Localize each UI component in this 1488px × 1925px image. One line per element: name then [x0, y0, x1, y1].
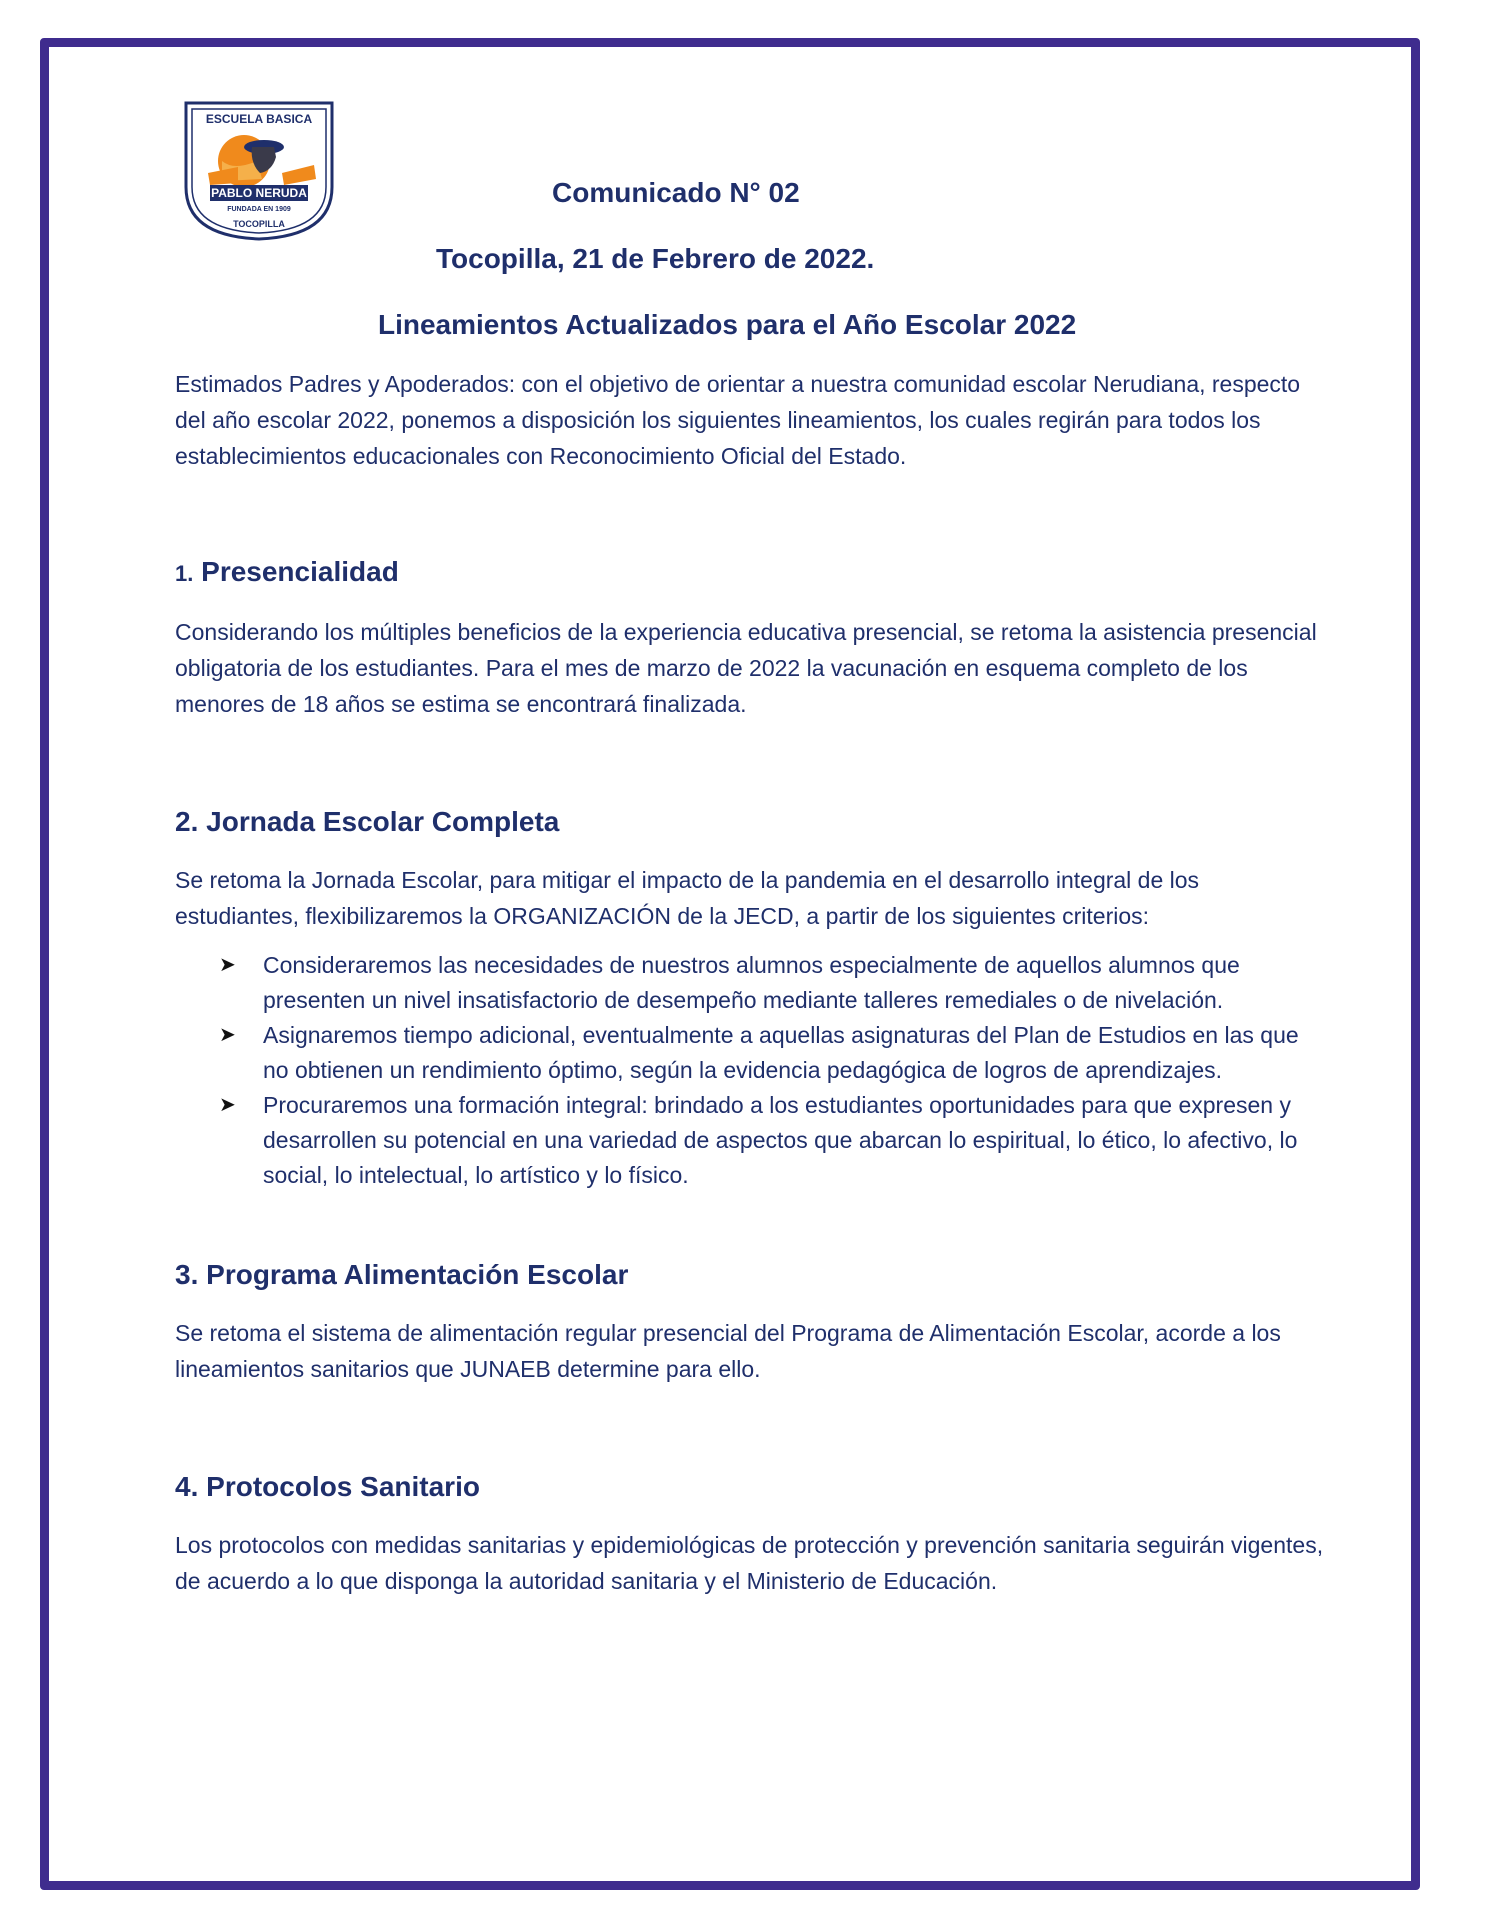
list-item	[175, 1018, 1325, 1088]
arrow-bullet-icon: ➤	[219, 954, 236, 976]
logo-founded: FUNDADA EN 1909	[227, 206, 291, 213]
logo-city: TOCOPILLA	[233, 219, 285, 229]
section-3-heading	[175, 1257, 1325, 1293]
logo-school-name: PABLO NERUDA	[211, 186, 307, 200]
date-heading: Tocopilla, 21 de Febrero de 2022.	[436, 243, 875, 274]
list-item-text: Consideraremos las necesidades de nuestros alumnos especialmente de aquellos alumnos que presenten un nivel insatisfactorio de desempeño mediante talleres remediales o de nivelación.	[263, 952, 1240, 1013]
criteria-list	[175, 948, 1325, 1193]
school-logo	[182, 101, 336, 241]
section-3-paragraph: Se retoma el sistema de alimentación regular presencial del Programa de Alimentación Escolar, acorde a los lineamientos sanitarios que JUNAEB determine para ello.	[175, 1320, 1281, 1382]
section-4-heading	[175, 1469, 1325, 1505]
arrow-bullet-icon: ➤	[219, 1024, 236, 1046]
section-1-paragraph: Considerando los múltiples beneficios de la experiencia educativa presencial, se retoma la asistencia presencial obligatoria de los estudiantes. Para el mes de marzo de 2022 la vacunación en esquema completo de los menores de 18 años se estima se encontrará finalizada.	[175, 619, 1317, 717]
section-title: Presencialidad	[201, 556, 399, 587]
section-number: 2.	[175, 806, 199, 837]
section-title: Jornada Escolar Completa	[206, 806, 560, 837]
section-4-paragraph: Los protocolos con medidas sanitarias y epidemiológicas de protección y prevención sanitaria seguirán vigentes, de acuerdo a lo que disponga la autoridad sanitaria y el Ministerio de Educación.	[175, 1532, 1324, 1594]
section-title: Programa Alimentación Escolar	[206, 1259, 629, 1290]
section-number: 3.	[175, 1259, 199, 1290]
document-title: Lineamientos Actualizados para el Año Escolar 2022	[378, 309, 1077, 340]
list-item-text: Procuraremos una formación integral: brindado a los estudiantes oportunidades para que expresen y desarrollen su potencial en una variedad de aspectos que abarcan lo espiritual, lo ético, lo afectivo, lo social, lo intelectual, lo artístico y lo físico.	[263, 1092, 1298, 1188]
list-item	[175, 1088, 1325, 1193]
intro-paragraph: Estimados Padres y Apoderados: con el objetivo de orientar a nuestra comunidad escolar Nerudiana, respecto del año escolar 2022, ponemos a disposición los siguientes lineamientos, los cuales regirán para todos los establecimientos educacionales con Reconocimiento Oficial del Estado.	[175, 371, 1301, 469]
comunicado-heading: Comunicado N° 02	[552, 177, 800, 208]
list-item	[175, 948, 1325, 1018]
section-2-paragraph: Se retoma la Jornada Escolar, para mitigar el impacto de la pandemia en el desarrollo integral de los estudiantes, flexibilizaremos la ORGANIZACIÓN de la JECD, a partir de los siguientes criterios:	[175, 867, 1200, 929]
section-number: 1.	[175, 561, 194, 586]
section-number: 4.	[175, 1471, 199, 1502]
section-2-heading	[175, 804, 1325, 840]
section-title: Protocolos Sanitario	[206, 1471, 480, 1502]
logo-top-text: ESCUELA BASICA	[205, 112, 313, 126]
arrow-bullet-icon: ➤	[219, 1094, 236, 1116]
document-body	[175, 366, 1325, 1599]
section-1-heading	[175, 554, 1325, 592]
list-item-text: Asignaremos tiempo adicional, eventualmente a aquellas asignaturas del Plan de Estudios en las que no obtienen un rendimiento óptimo, según la evidencia pedagógica de logros de aprendizajes.	[263, 1022, 1299, 1083]
